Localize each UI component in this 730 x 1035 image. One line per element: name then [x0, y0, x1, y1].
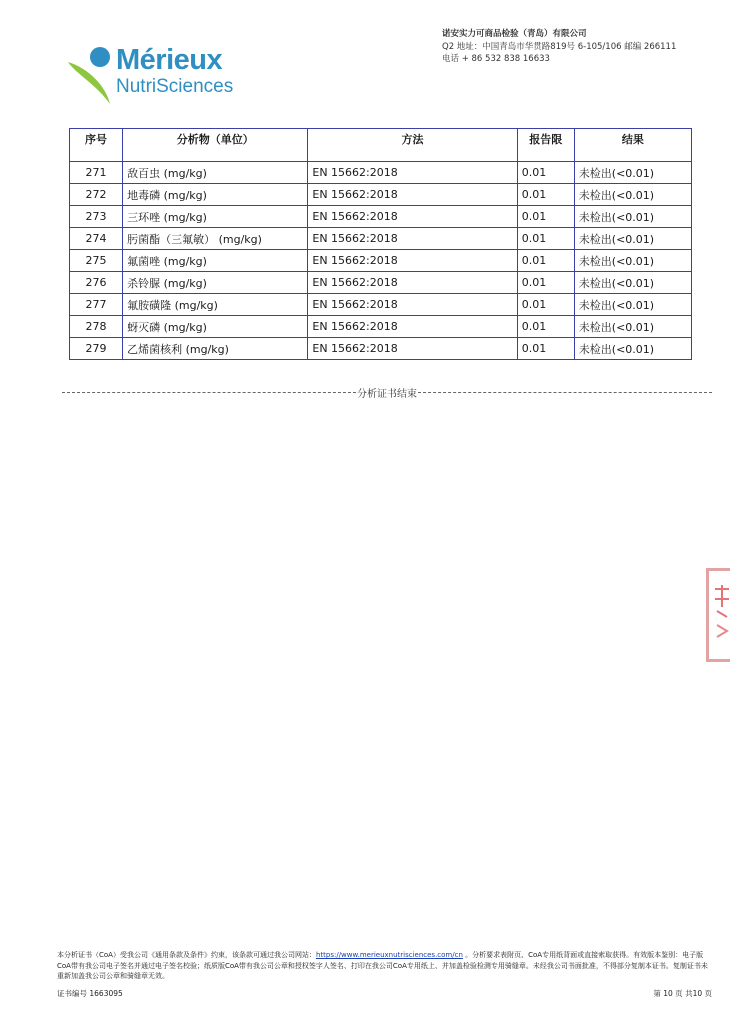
table-row — [70, 250, 692, 272]
end-of-certificate-line — [62, 385, 712, 400]
table-row — [70, 338, 692, 360]
cell-method: EN 15662:2018 — [308, 294, 517, 316]
merieux-logo — [66, 44, 256, 106]
cell-seq: 277 — [70, 294, 123, 316]
cell-limit: 0.01 — [517, 162, 574, 184]
dashed-divider — [62, 392, 356, 393]
cell-seq: 279 — [70, 338, 123, 360]
table-header-row — [70, 129, 692, 162]
cell-limit: 0.01 — [517, 316, 574, 338]
page-number: 第 10 页 共10 页 — [653, 989, 712, 998]
header-result: 结果 — [574, 129, 691, 162]
cell-seq: 278 — [70, 316, 123, 338]
cell-method: EN 15662:2018 — [308, 272, 517, 294]
logo-text-merieux: Mérieux — [116, 44, 223, 76]
cell-limit: 0.01 — [517, 228, 574, 250]
cell-method: EN 15662:2018 — [308, 206, 517, 228]
company-phone: 电话 + 86 532 838 16633 — [442, 54, 550, 64]
header-analyte: 分析物（单位） — [123, 129, 308, 162]
cell-seq: 272 — [70, 184, 123, 206]
header-seq: 序号 — [70, 129, 123, 162]
certificate-number: 证书编号 1663095 — [57, 989, 123, 998]
cell-result: 未检出(<0.01) — [574, 294, 691, 316]
cell-analyte: 乙烯菌核利 (mg/kg) — [123, 338, 308, 360]
table-row — [70, 272, 692, 294]
cell-result: 未检出(<0.01) — [574, 338, 691, 360]
cell-method: EN 15662:2018 — [308, 162, 517, 184]
table-body — [70, 162, 692, 360]
results-table — [69, 128, 692, 360]
header-limit: 报告限 — [517, 129, 574, 162]
table-row — [70, 184, 692, 206]
cell-method: EN 15662:2018 — [308, 228, 517, 250]
cell-analyte: 氟胺磺隆 (mg/kg) — [123, 294, 308, 316]
cell-method: EN 15662:2018 — [308, 316, 517, 338]
cell-result: 未检出(<0.01) — [574, 184, 691, 206]
cell-seq: 276 — [70, 272, 123, 294]
stamp-partial-glyph — [709, 571, 730, 659]
cell-analyte: 氟菌唑 (mg/kg) — [123, 250, 308, 272]
seam-stamp — [706, 568, 730, 662]
logo-text-nutrisciences: NutriSciences — [116, 76, 234, 97]
website-link[interactable]: https://www.merieuxnutrisciences.com/cn — [315, 951, 463, 959]
cell-method: EN 15662:2018 — [308, 338, 517, 360]
table-row — [70, 294, 692, 316]
footer-disclaimer — [57, 950, 712, 982]
company-address: Q2 地址：中国青岛市华贯路819号 6-105/106 邮编 266111 — [442, 41, 677, 52]
cell-result: 未检出(<0.01) — [574, 206, 691, 228]
cell-result: 未检出(<0.01) — [574, 162, 691, 184]
cell-result: 未检出(<0.01) — [574, 228, 691, 250]
dashed-divider — [418, 392, 712, 393]
cell-limit: 0.01 — [517, 206, 574, 228]
cell-analyte: 三环唑 (mg/kg) — [123, 206, 308, 228]
cell-analyte: 杀铃脲 (mg/kg) — [123, 272, 308, 294]
cell-limit: 0.01 — [517, 338, 574, 360]
cell-limit: 0.01 — [517, 184, 574, 206]
cell-analyte: 敌百虫 (mg/kg) — [123, 162, 308, 184]
cell-analyte: 肟菌酯（三氟敏） (mg/kg) — [123, 228, 308, 250]
cell-limit: 0.01 — [517, 294, 574, 316]
cell-result: 未检出(<0.01) — [574, 272, 691, 294]
cell-result: 未检出(<0.01) — [574, 316, 691, 338]
table-row — [70, 228, 692, 250]
cell-seq: 271 — [70, 162, 123, 184]
table-row — [70, 316, 692, 338]
cell-seq: 275 — [70, 250, 123, 272]
cell-limit: 0.01 — [517, 250, 574, 272]
company-info — [442, 28, 676, 66]
header-method: 方法 — [308, 129, 517, 162]
cell-method: EN 15662:2018 — [308, 184, 517, 206]
cell-method: EN 15662:2018 — [308, 250, 517, 272]
footer-text-before-link: 本分析证书（CoA）受我公司《通用条款及条件》约束，该条款可通过我公司网站： — [57, 951, 316, 959]
cell-analyte: 蚜灭磷 (mg/kg) — [123, 316, 308, 338]
footer-text-after-link: 。分析要求表附页、CoA专用纸背面或直接索取获得。有效版本鉴别：电子版CoA带有我公司电子签名并通过电子签名校验；纸质版CoA带有我公司公章和授权签字人签名、打印在我公司CoA专用纸上、并加盖检验检测专用骑缝章。未经我公司书面批准，不得部分复制本证书。复制证书未重新加盖我公司公章和骑缝章无效。 — [57, 951, 708, 980]
cell-analyte: 地毒磷 (mg/kg) — [123, 184, 308, 206]
end-of-certificate-text: 分析证书结束 — [357, 389, 417, 400]
cell-result: 未检出(<0.01) — [574, 250, 691, 272]
cell-seq: 274 — [70, 228, 123, 250]
company-name: 诺安实力可商品检验（青岛）有限公司 — [442, 29, 587, 39]
table-row — [70, 206, 692, 228]
cell-seq: 273 — [70, 206, 123, 228]
table-row — [70, 162, 692, 184]
cell-limit: 0.01 — [517, 272, 574, 294]
